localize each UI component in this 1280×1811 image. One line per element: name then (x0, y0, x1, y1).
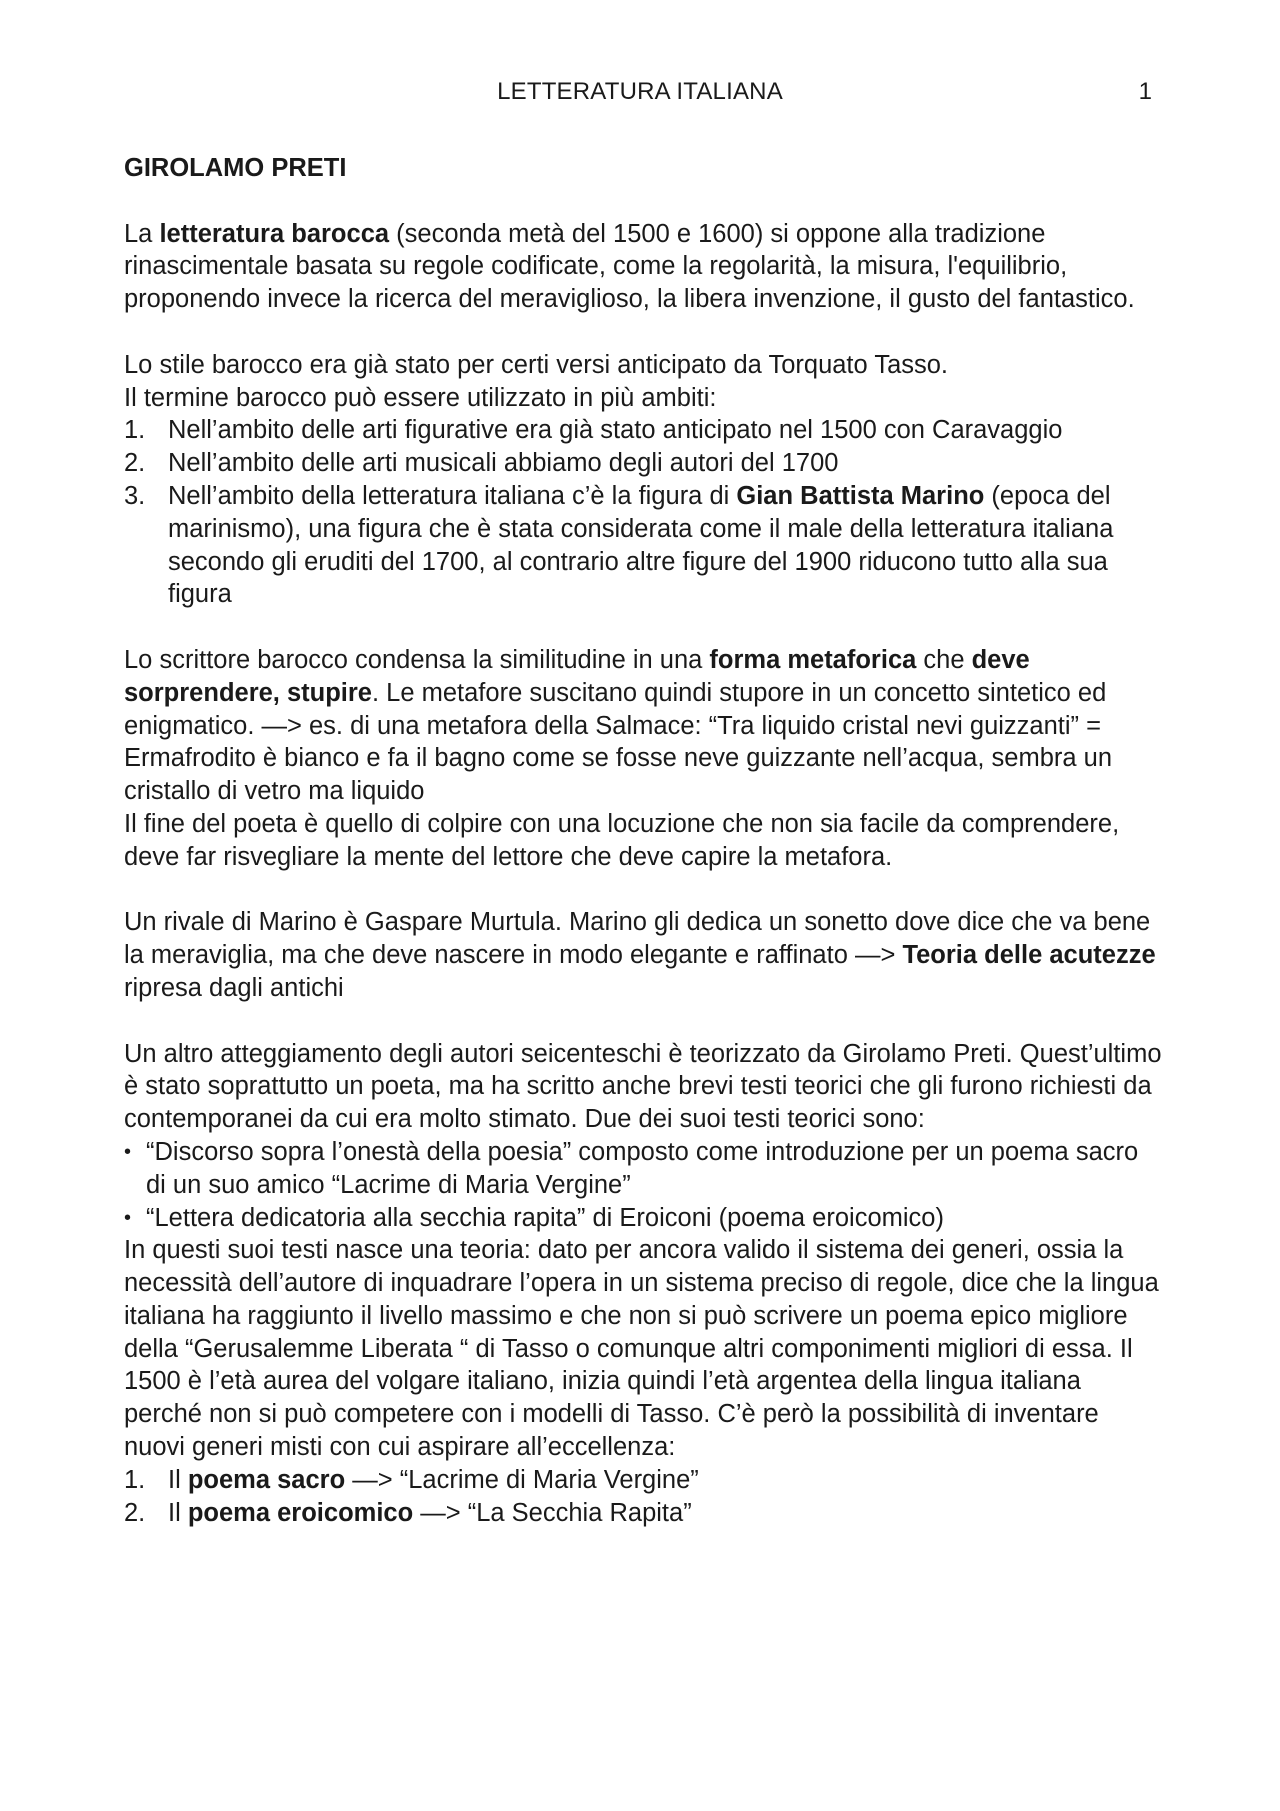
text-span: . Le metafore suscitano quindi stupore in un concetto sintetico ed enigmatico. —> es. di una metafora della Salmace: “Tra liquido cristal nevi guizzanti” = Ermafrodito è bianco e fa il bagno come se fosse neve guizzante nell’acqua, sembra un cristallo di vetro ma liquido (124, 678, 1113, 806)
text-span: —> “Lacrime di Maria Vergine” (345, 1465, 699, 1494)
section-heading: GIROLAMO PRETI (124, 154, 347, 182)
list-marker: 3. (124, 481, 146, 510)
list-item (124, 1464, 1164, 1497)
bold-term: poema sacro (187, 1465, 346, 1494)
paragraph-line: Il fine del poeta è quello di colpire con una locuzione che non sia facile da comprendere, deve far risvegliare la mente del lettore che deve capire la metafora. (124, 809, 1120, 871)
header-title: LETTERATURA ITALIANA (497, 78, 783, 105)
text-span: che (916, 645, 972, 674)
text-span: Un rivale di Marino è Gaspare Murtula. Marino gli dedica un sonetto dove dice che va bene la meraviglia, ma che deve nascere in modo elegante e raffinato —> (124, 908, 1151, 970)
bullet-text: “Lettera dedicatoria alla secchia rapita” di Eroiconi (poema eroicomico) (146, 1203, 944, 1232)
text-span: Il (168, 1498, 188, 1527)
list-marker: 2. (124, 1498, 146, 1527)
bold-term: Gian Battista Marino (736, 481, 985, 510)
paragraph-intro (124, 218, 1164, 316)
paragraph-metafora (124, 644, 1164, 808)
bold-term: forma metaforica (709, 645, 917, 674)
bold-term: Teoria delle acutezze (902, 941, 1156, 970)
list-item-text: Nell’ambito delle arti musicali abbiamo degli autori del 1700 (168, 449, 839, 478)
list-item-text (168, 480, 1164, 611)
text-span: —> “La Secchia Rapita” (413, 1498, 692, 1527)
paragraph-teoria: In questi suoi testi nasce una teoria: dato per ancora valido il sistema dei generi, ossia la necessità dell’autore di inquadrare l’opera in un sistema preciso di regole, dice che la lingua italiana ha raggiunto il livello massimo e che non si può scrivere un poema epico migliore della “Gerusalemme Liberata “ di Tasso o comunque altri componimenti migliori di essa. Il 1500 è l’età aurea del volgare italiano, inizia quindi l’età argentea della lingua italiana perché non si può competere con i modelli di Tasso. C’è però la possibilità di inventare nuovi generi misti con cui aspirare all’eccellenza: (124, 1236, 1159, 1462)
text-span: Nell’ambito della letteratura italiana c’è la figura di (168, 481, 737, 510)
list-item-text: Nell’ambito delle arti figurative era già stato anticipato nel 1500 con Caravaggio (168, 416, 1063, 445)
bold-term: letteratura barocca (159, 219, 390, 248)
text-span: Lo scrittore barocco condensa la similitudine in una (124, 645, 710, 674)
paragraph-preti: Un altro atteggiamento degli autori seicenteschi è teorizzato da Girolamo Preti. Quest’ultimo è stato soprattutto un poeta, ma ha scritto anche brevi testi teorici che gli furono richiesti da contemporanei da cui era molto stimato. Due dei suoi testi teorici sono: (124, 1039, 1162, 1134)
bold-term: poema eroicomico (187, 1498, 414, 1527)
list-item (124, 447, 1164, 480)
list-item (124, 1497, 1164, 1530)
bullet-item (124, 1202, 1164, 1235)
list-item (124, 414, 1164, 447)
text-span: ripresa dagli antichi (124, 973, 344, 1002)
text-span: La (124, 219, 160, 248)
list-marker: 2. (124, 449, 146, 478)
page-header (0, 78, 1280, 108)
paragraph-line: Il termine barocco può essere utilizzato in più ambiti: (124, 383, 717, 412)
text-span: (epoca del marinismo), una figura che è stata considerata come il male della letteratura italiana secondo gli eruditi del 1700, al contrario altre figure del 1900 riducono tutto alla sua figura (168, 481, 1114, 609)
bullet-item (124, 1136, 1164, 1202)
page-number: 1 (1138, 78, 1152, 105)
list-item-text (168, 1464, 1164, 1497)
list-marker: 1. (124, 416, 146, 445)
text-span: Il (168, 1465, 188, 1494)
text-span: (seconda metà del 1500 e 1600) si oppone alla tradizione rinascimentale basata su regole codificate, come la regolarità, la misura, l'equilibrio, proponendo invece la ricerca del meraviglioso, la libera invenzione, il gusto del fantastico. (124, 219, 1135, 314)
list-item-text (168, 1497, 1164, 1530)
bullet-marker: • (124, 1206, 132, 1229)
list-marker: 1. (124, 1465, 146, 1494)
bold-term: deve sorprendere, stupire (124, 645, 1030, 707)
document-body (124, 152, 1164, 1529)
paragraph-line: Lo stile barocco era già stato per certi versi anticipato da Torquato Tasso. (124, 350, 949, 379)
bullet-text: “Discorso sopra l’onestà della poesia” composto come introduzione per un poema sacro di un suo amico “Lacrime di Maria Vergine” (146, 1137, 1139, 1199)
list-item (124, 480, 1164, 611)
paragraph-murtula (124, 906, 1164, 1004)
bullet-marker: • (124, 1140, 132, 1163)
